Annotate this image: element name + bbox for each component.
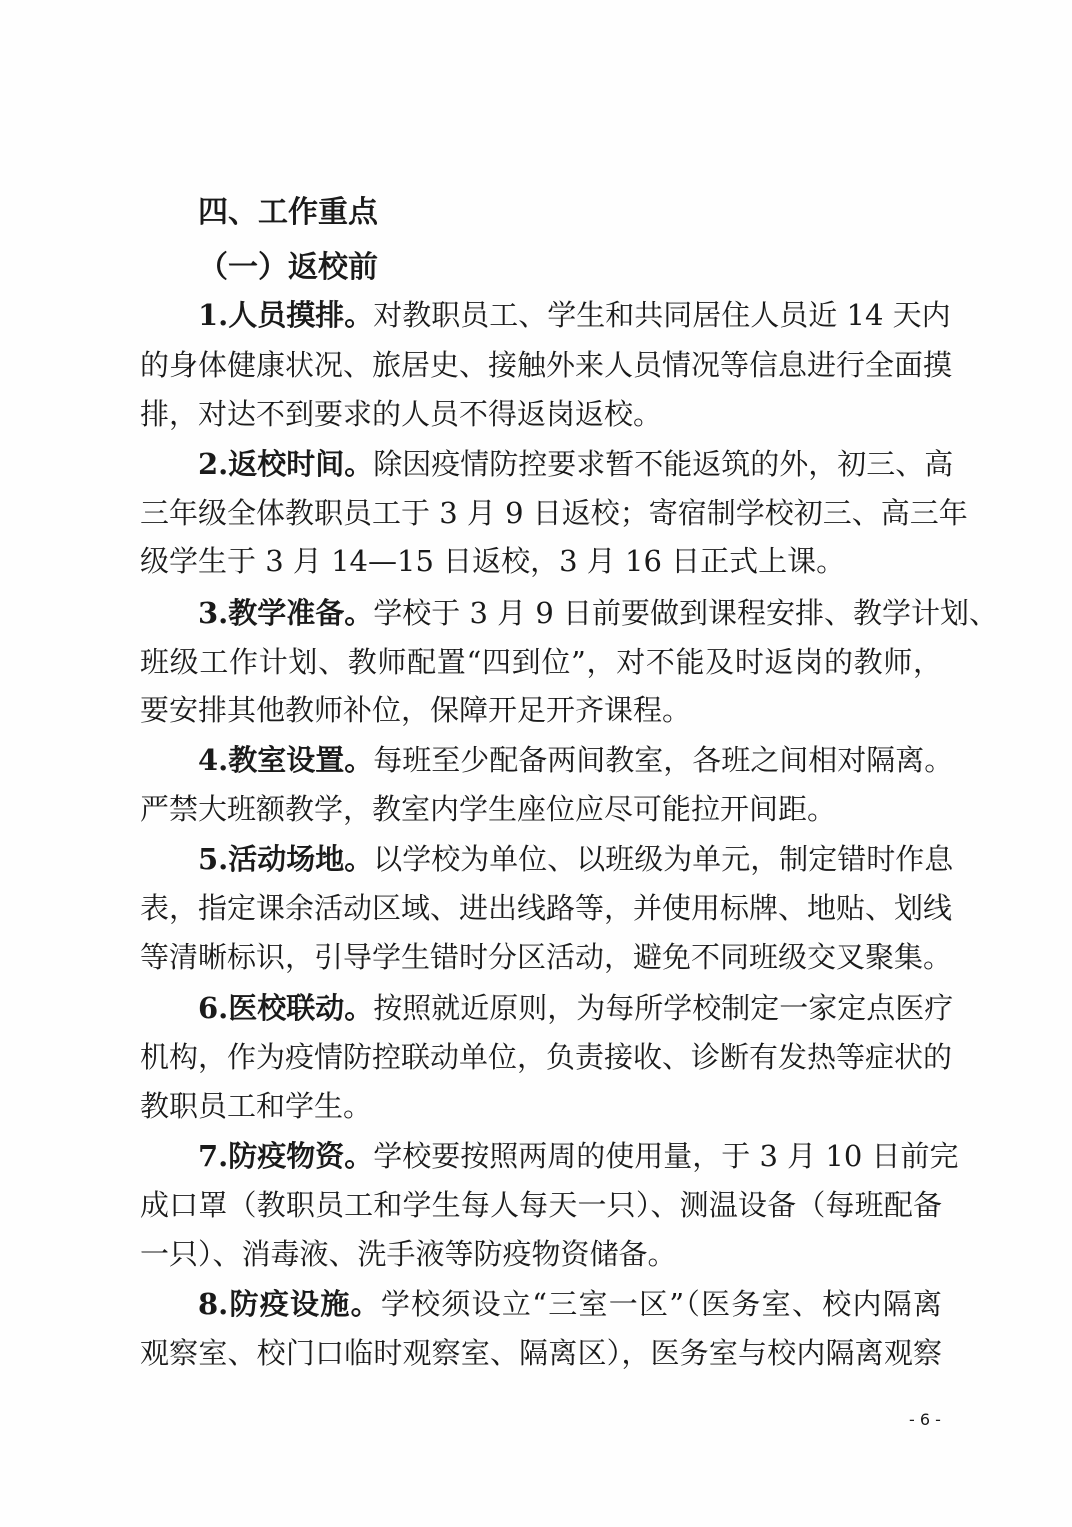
item-6-line-3: 教职员工和学生。 <box>140 1089 373 1123</box>
item-3-title: 3.教学准备。 <box>198 596 374 630</box>
item-5-line-2: 表，指定课余活动区域、进出线路等，并使用标牌、地贴、划线 <box>140 891 953 925</box>
item-7-line-3: 一只）、消毒液、洗手液等防疫物资储备。 <box>140 1237 677 1271</box>
page-number: - 6 - <box>909 1410 941 1429</box>
item-4-first-line <box>198 743 954 777</box>
item-1-first-line <box>198 298 951 332</box>
item-6-text: 按照就近原则，为每所学校制定一家定点医疗 <box>373 991 954 1025</box>
subsection-heading: （一）返校前 <box>198 250 378 285</box>
item-1-title: 1.人员摸排。 <box>198 298 374 332</box>
item-3-text: 学校于 3 月 9 日前要做到课程安排、教学计划、 <box>373 596 999 630</box>
item-8-title: 8.防疫设施。 <box>198 1287 381 1321</box>
item-7-title: 7.防疫物资。 <box>198 1139 374 1173</box>
item-4-title: 4.教室设置。 <box>198 743 374 777</box>
item-3-first-line <box>198 596 999 630</box>
item-5-text: 以学校为单位、以班级为单元，制定错时作息 <box>373 842 954 876</box>
item-3-line-3: 要安排其他教师补位，保障开足开齐课程。 <box>140 693 692 727</box>
item-2-line-3: 级学生于 3 月 14—15 日返校，3 月 16 日正式上课。 <box>140 544 846 578</box>
item-6-line-2: 机构，作为疫情防控联动单位，负责接收、诊断有发热等症状的 <box>140 1040 953 1074</box>
item-1-line-2: 的身体健康状况、旅居史、接触外来人员情况等信息进行全面摸 <box>140 348 953 382</box>
item-1-line-3: 排，对达不到要求的人员不得返岗返校。 <box>140 397 663 431</box>
item-2-title: 2.返校时间。 <box>198 447 374 481</box>
item-8-text: 学校须设立“三室一区”（医务室、校内隔离 <box>380 1287 942 1321</box>
item-5-title: 5.活动场地。 <box>198 842 374 876</box>
item-4-text: 每班至少配备两间教室，各班之间相对隔离。 <box>373 743 954 777</box>
item-2-line-2: 三年级全体教职员工于 3 月 9 日返校；寄宿制学校初三、高三年 <box>140 496 968 530</box>
section-heading: 四、工作重点 <box>198 195 378 230</box>
item-5-line-3: 等清晰标识，引导学生错时分区活动，避免不同班级交叉聚集。 <box>140 940 953 974</box>
item-8-line-2: 观察室、校门口临时观察室、隔离区），医务室与校内隔离观察 <box>140 1336 942 1370</box>
item-6-first-line <box>198 991 954 1025</box>
item-1-text: 对教职员工、学生和共同居住人员近 14 天内 <box>373 298 951 332</box>
item-6-title: 6.医校联动。 <box>198 991 374 1025</box>
item-4-line-2: 严禁大班额教学，教室内学生座位应尽可能拉开间距。 <box>140 792 837 826</box>
item-7-first-line <box>198 1139 959 1173</box>
item-5-first-line <box>198 842 954 876</box>
item-7-text: 学校要按照两周的使用量，于 3 月 10 日前完 <box>373 1139 959 1173</box>
item-7-line-2: 成口罩（教职员工和学生每人每天一只）、测温设备（每班配备 <box>140 1188 942 1222</box>
item-8-first-line <box>198 1287 942 1321</box>
item-2-first-line <box>198 447 954 481</box>
item-2-text: 除因疫情防控要求暂不能返筑的外，初三、高 <box>373 447 954 481</box>
item-3-line-2: 班级工作计划、教师配置“四到位”，对不能及时返岗的教师， <box>140 645 942 679</box>
